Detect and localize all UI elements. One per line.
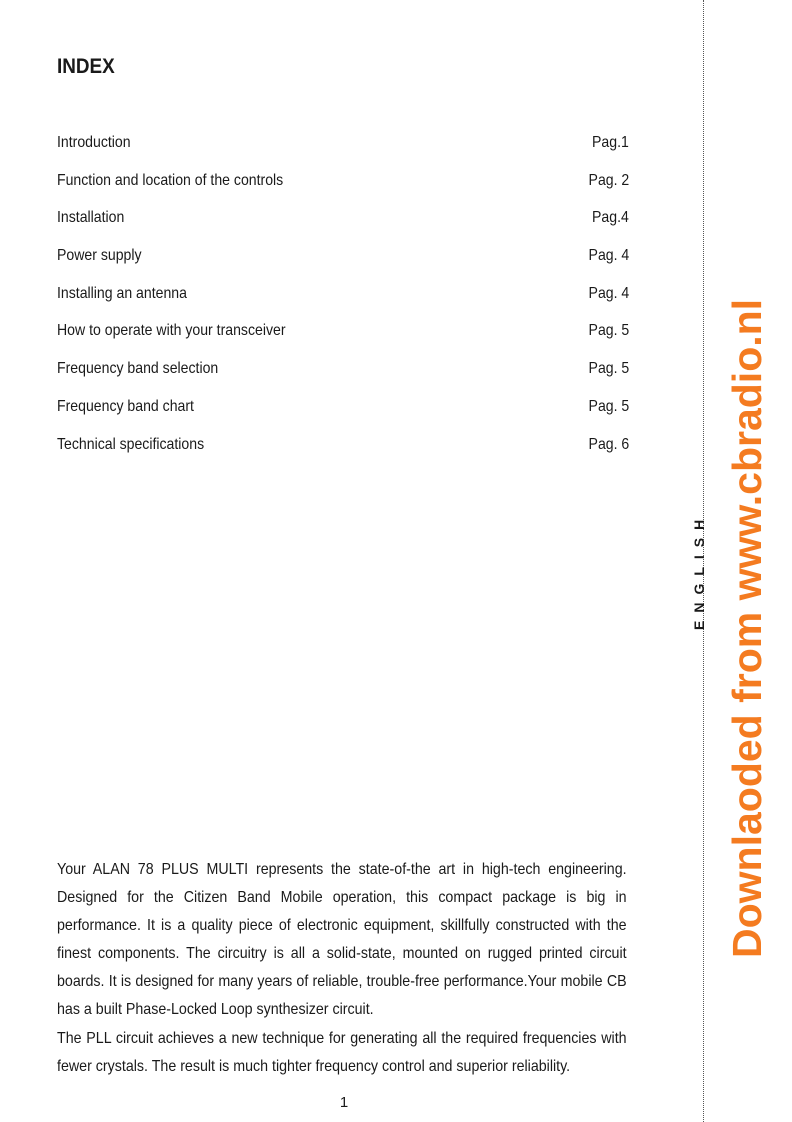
toc-page: Pag. 4: [588, 247, 629, 265]
toc-label: Installing an antenna: [57, 284, 187, 302]
toc-row-operate: [57, 322, 629, 360]
page-title: INDEX: [57, 55, 115, 78]
toc-label: Technical specifications: [57, 435, 205, 453]
toc-page: Pag.1: [592, 134, 629, 151]
side-language-label: ENGLISH: [691, 511, 707, 630]
toc-row-specifications: [57, 436, 629, 474]
toc-page: Pag. 6: [588, 435, 629, 453]
toc-row-installation: [57, 209, 629, 247]
toc-label: Installation: [57, 209, 125, 227]
introduction-text: [57, 856, 627, 1081]
toc-row-band-chart: [57, 398, 629, 436]
toc-label: Function and location of the controls: [57, 171, 284, 189]
toc-page: Pag. 5: [588, 397, 629, 415]
toc-label: Frequency band selection: [57, 360, 219, 378]
table-of-contents: [57, 134, 629, 473]
toc-row-band-selection: [57, 360, 629, 398]
intro-paragraph-2: The PLL circuit achieves a new technique for generating all the required frequencies with fewer crystals. The result is much tighter frequency control and superior reliability.: [57, 1029, 627, 1075]
toc-page: Pag. 4: [588, 284, 629, 302]
toc-page: Pag.4: [592, 209, 629, 227]
toc-page: Pag. 5: [588, 360, 629, 378]
toc-page: Pag. 2: [588, 171, 629, 189]
toc-label: Frequency band chart: [57, 397, 194, 415]
download-watermark: Downlaoded from www.cbradio.nl: [724, 298, 770, 958]
toc-row-controls: [57, 172, 629, 210]
toc-label: Introduction: [57, 134, 131, 151]
toc-page: Pag. 5: [588, 322, 629, 340]
intro-paragraph-1: Your ALAN 78 PLUS MULTI represents the state-of-the art in high-tech engineering. Designed for the Citizen Band Mobile operation, this compact package is big in performance. It is a quality piece of electronic equipment, skillfully constructed with the finest components. The circuitry is all a solid-state, mounted on rugged printed circuit boards. It is designed for many years of reliable, trouble-free performance.Your mobile CB has a built Phase-Locked Loop synthesizer circuit.: [57, 861, 627, 1019]
toc-label: Power supply: [57, 247, 142, 265]
toc-row-power-supply: [57, 247, 629, 285]
toc-row-antenna: [57, 285, 629, 323]
toc-row-introduction: [57, 134, 629, 172]
toc-label: How to operate with your transceiver: [57, 322, 286, 340]
page-number: 1: [339, 1094, 349, 1111]
